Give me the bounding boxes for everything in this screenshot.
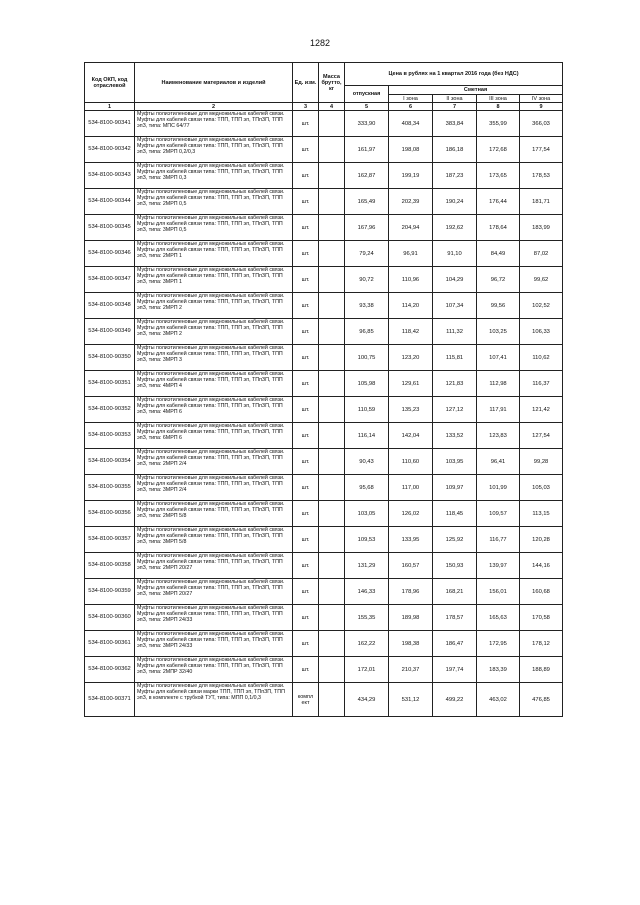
- table-row: [85, 501, 563, 527]
- row-release-price: 131,29: [345, 553, 389, 579]
- row-price-zone-2: 197,74: [433, 657, 477, 683]
- row-price-zone-4: 99,62: [520, 267, 563, 293]
- row-mass: [319, 553, 345, 579]
- row-release-price: 90,43: [345, 449, 389, 475]
- row-price-zone-2: 111,32: [433, 319, 477, 345]
- row-unit: шт.: [293, 657, 319, 683]
- table-row: [85, 345, 563, 371]
- row-unit: шт.: [293, 111, 319, 137]
- row-unit: шт.: [293, 527, 319, 553]
- table-row: [85, 163, 563, 189]
- row-unit: шт.: [293, 397, 319, 423]
- column-number-row: [85, 103, 563, 111]
- row-price-zone-4: 102,52: [520, 293, 563, 319]
- header-zone-3: III зона: [477, 95, 520, 103]
- row-mass: [319, 111, 345, 137]
- row-price-zone-4: 178,53: [520, 163, 563, 189]
- row-price-zone-2: 125,92: [433, 527, 477, 553]
- row-price-zone-1: 408,34: [389, 111, 433, 137]
- table-row: [85, 449, 563, 475]
- row-name: Муфты полиэтиленовые для медножильных кабелей связи. Муфты для кабелей связи типа: ТПП, ТПП эп, ТПпЗП, ТПП эпЗ, типа: 4МРП 6: [135, 397, 293, 423]
- row-code: 534-8100-90356: [85, 501, 135, 527]
- row-code: 534-8100-90341: [85, 111, 135, 137]
- row-code: 534-8100-90353: [85, 423, 135, 449]
- table-row: [85, 605, 563, 631]
- row-price-zone-4: 110,62: [520, 345, 563, 371]
- row-price-zone-3: 172,68: [477, 137, 520, 163]
- row-code: 534-8100-90354: [85, 449, 135, 475]
- table-row: [85, 241, 563, 267]
- row-mass: [319, 163, 345, 189]
- row-price-zone-3: 84,49: [477, 241, 520, 267]
- row-price-zone-2: 168,21: [433, 579, 477, 605]
- row-mass: [319, 449, 345, 475]
- row-mass: [319, 371, 345, 397]
- row-price-zone-2: 91,10: [433, 241, 477, 267]
- row-price-zone-4: 121,42: [520, 397, 563, 423]
- row-price-zone-2: 383,84: [433, 111, 477, 137]
- row-price-zone-4: 99,28: [520, 449, 563, 475]
- column-number: 1: [85, 103, 135, 111]
- row-price-zone-3: 117,91: [477, 397, 520, 423]
- table-row: [85, 631, 563, 657]
- row-price-zone-4: 120,28: [520, 527, 563, 553]
- row-code: 534-8100-90359: [85, 579, 135, 605]
- row-price-zone-1: 118,42: [389, 319, 433, 345]
- row-unit: шт.: [293, 605, 319, 631]
- row-mass: [319, 683, 345, 717]
- row-release-price: 116,14: [345, 423, 389, 449]
- row-mass: [319, 527, 345, 553]
- row-price-zone-2: 499,22: [433, 683, 477, 717]
- row-price-zone-1: 110,96: [389, 267, 433, 293]
- row-unit: шт.: [293, 475, 319, 501]
- row-price-zone-4: 116,37: [520, 371, 563, 397]
- row-name: Муфты полиэтиленовые для медножильных кабелей связи. Муфты для кабелей связи типа: ТПП, ТПП эп, ТПпЗП, ТПП эпЗ, типа: 2МРП 2/4: [135, 449, 293, 475]
- row-price-zone-4: 160,68: [520, 579, 563, 605]
- row-price-zone-3: 112,98: [477, 371, 520, 397]
- row-price-zone-1: 210,37: [389, 657, 433, 683]
- row-name: Муфты полиэтиленовые для медножильных кабелей связи. Муфты для кабелей связи типа: ТПП, ТПП эп, ТПпЗП, ТПП эпЗ, типа: 3МРП 24/33: [135, 631, 293, 657]
- row-price-zone-1: 178,96: [389, 579, 433, 605]
- row-mass: [319, 605, 345, 631]
- row-unit: шт.: [293, 241, 319, 267]
- row-price-zone-4: 106,33: [520, 319, 563, 345]
- row-unit: шт.: [293, 631, 319, 657]
- row-unit: шт.: [293, 501, 319, 527]
- table-row: [85, 267, 563, 293]
- row-code: 534-8100-90362: [85, 657, 135, 683]
- row-unit: шт.: [293, 163, 319, 189]
- row-release-price: 155,35: [345, 605, 389, 631]
- row-unit: шт.: [293, 293, 319, 319]
- row-release-price: 167,96: [345, 215, 389, 241]
- row-name: Муфты полиэтиленовые для медножильных кабелей связи. Муфты для кабелей связи типа: ТПП, ТПП эп, ТПпЗП, ТПП эпЗ, типа: 2МРП 2: [135, 293, 293, 319]
- row-mass: [319, 241, 345, 267]
- row-price-zone-1: 142,04: [389, 423, 433, 449]
- row-price-zone-1: 199,19: [389, 163, 433, 189]
- table-row: [85, 111, 563, 137]
- row-unit: шт.: [293, 423, 319, 449]
- row-price-zone-4: 113,15: [520, 501, 563, 527]
- header-estimate-group: Сметная: [389, 86, 563, 95]
- row-name: Муфты полиэтиленовые для медножильных кабелей связи. Муфты для кабелей связи типа: ТПП, ТПП эп, ТПпЗП, ТПП эпЗ, типа: 2МРП 0,2/0,3: [135, 137, 293, 163]
- column-number: 8: [477, 103, 520, 111]
- row-price-zone-1: 198,38: [389, 631, 433, 657]
- row-code: 534-8100-90358: [85, 553, 135, 579]
- row-name: Муфты полиэтиленовые для медножильных кабелей связи. Муфты для кабелей связи типа: ТПП, ТПП эп, ТПпЗП, ТПП эпЗ, типа: 2МРП 0,5: [135, 189, 293, 215]
- row-code: 534-8100-90342: [85, 137, 135, 163]
- row-price-zone-2: 115,81: [433, 345, 477, 371]
- table-row: [85, 527, 563, 553]
- row-unit: компл ект: [293, 683, 319, 717]
- row-price-zone-3: 178,64: [477, 215, 520, 241]
- row-code: 534-8100-90361: [85, 631, 135, 657]
- row-unit: шт.: [293, 189, 319, 215]
- table-row: [85, 137, 563, 163]
- row-unit: шт.: [293, 215, 319, 241]
- table-row: [85, 657, 563, 683]
- row-price-zone-3: 107,41: [477, 345, 520, 371]
- row-code: 534-8100-90352: [85, 397, 135, 423]
- row-name: Муфты полиэтиленовые для медножильных кабелей связи. Муфты для кабелей связи типа: ТПП, ТПП эп, ТПпЗП, ТПП эпЗ, типа: МПС 64/77: [135, 111, 293, 137]
- row-code: 534-8100-90348: [85, 293, 135, 319]
- table-row: [85, 397, 563, 423]
- row-release-price: 110,59: [345, 397, 389, 423]
- row-release-price: 105,98: [345, 371, 389, 397]
- table-header: [85, 63, 563, 111]
- row-name: Муфты полиэтиленовые для медножильных кабелей связи. Муфты для кабелей связи типа: ТПП, ТПП эп, ТПпЗП, ТПП эпЗ, типа: 2МРП 1: [135, 241, 293, 267]
- column-number: 6: [389, 103, 433, 111]
- row-price-zone-3: 101,99: [477, 475, 520, 501]
- row-price-zone-1: 531,12: [389, 683, 433, 717]
- row-name: Муфты полиэтиленовые для медножильных кабелей связи. Муфты для кабелей связи типа: ТПП, ТПП эп, ТПпЗП, ТПП эпЗ, типа: 3МРП 3: [135, 345, 293, 371]
- row-mass: [319, 579, 345, 605]
- row-price-zone-3: 99,56: [477, 293, 520, 319]
- row-mass: [319, 137, 345, 163]
- row-release-price: 79,24: [345, 241, 389, 267]
- row-name: Муфты полиэтиленовые для медножильных кабелей связи. Муфты для кабелей связи типа: ТПП, ТПП эп, ТПпЗП, ТПП эпЗ, типа: 3МРП 2/4: [135, 475, 293, 501]
- row-price-zone-4: 170,58: [520, 605, 563, 631]
- row-release-price: 90,72: [345, 267, 389, 293]
- row-price-zone-4: 144,16: [520, 553, 563, 579]
- row-name: Муфты полиэтиленовые для медножильных кабелей связи. Муфты для кабелей связи типа: ТПП, ТПП эп, ТПпЗП, ТПП эпЗ, типа: 2МРП 24/33: [135, 605, 293, 631]
- row-price-zone-1: 202,39: [389, 189, 433, 215]
- row-mass: [319, 631, 345, 657]
- row-mass: [319, 293, 345, 319]
- column-number: 9: [520, 103, 563, 111]
- row-price-zone-3: 176,44: [477, 189, 520, 215]
- row-release-price: 100,75: [345, 345, 389, 371]
- row-code: 534-8100-90357: [85, 527, 135, 553]
- row-price-zone-3: 355,99: [477, 111, 520, 137]
- row-code: 534-8100-90346: [85, 241, 135, 267]
- row-release-price: 146,33: [345, 579, 389, 605]
- header-name: Наименование материалов и изделий: [135, 63, 293, 103]
- table-row: [85, 215, 563, 241]
- row-price-zone-3: 156,01: [477, 579, 520, 605]
- row-price-zone-1: 129,61: [389, 371, 433, 397]
- row-price-zone-4: 476,85: [520, 683, 563, 717]
- row-name: Муфты полиэтиленовые для медножильных кабелей связи. Муфты для кабелей связи типа: ТПП, ТПП эп, ТПпЗП, ТПП эпЗ, типа: 2МРП 5/8: [135, 501, 293, 527]
- row-unit: шт.: [293, 345, 319, 371]
- row-price-zone-1: 110,60: [389, 449, 433, 475]
- column-number: 3: [293, 103, 319, 111]
- row-release-price: 434,29: [345, 683, 389, 717]
- column-number: 7: [433, 103, 477, 111]
- row-price-zone-3: 463,02: [477, 683, 520, 717]
- row-release-price: 165,49: [345, 189, 389, 215]
- header-price-group: Цена в рублях на 1 квартал 2016 года (без НДС): [345, 63, 563, 86]
- row-price-zone-4: 188,89: [520, 657, 563, 683]
- row-mass: [319, 267, 345, 293]
- row-price-zone-2: 127,12: [433, 397, 477, 423]
- table-body: [85, 111, 563, 717]
- row-unit: шт.: [293, 449, 319, 475]
- row-release-price: 93,38: [345, 293, 389, 319]
- row-unit: шт.: [293, 553, 319, 579]
- row-price-zone-3: 109,57: [477, 501, 520, 527]
- row-mass: [319, 397, 345, 423]
- row-price-zone-2: 133,52: [433, 423, 477, 449]
- row-name: Муфты полиэтиленовые для медножильных кабелей связи. Муфты для кабелей связи типа: ТПП, ТПП эп, ТПпЗП, ТПП эпЗ, типа: 3МРП 0,3: [135, 163, 293, 189]
- row-name: Муфты полиэтиленовые для медножильных кабелей связи. Муфты для кабелей связи типа: ТПП, ТПП эп, ТПпЗП, ТПП эпЗ, типа: 3МРП 20/27: [135, 579, 293, 605]
- row-name: Муфты полиэтиленовые для медножильных кабелей связи. Муфты для кабелей связи типа: ТПП, ТПП эп, ТПпЗП, ТПП эпЗ, типа: 6МРП 6: [135, 423, 293, 449]
- row-code: 534-8100-90371: [85, 683, 135, 717]
- header-unit: Ед. изм.: [293, 63, 319, 103]
- row-price-zone-2: 107,34: [433, 293, 477, 319]
- row-price-zone-1: 133,95: [389, 527, 433, 553]
- row-mass: [319, 189, 345, 215]
- row-price-zone-3: 165,63: [477, 605, 520, 631]
- row-price-zone-1: 114,20: [389, 293, 433, 319]
- row-code: 534-8100-90343: [85, 163, 135, 189]
- row-price-zone-4: 178,12: [520, 631, 563, 657]
- row-price-zone-3: 96,41: [477, 449, 520, 475]
- row-release-price: 162,87: [345, 163, 389, 189]
- row-price-zone-4: 105,03: [520, 475, 563, 501]
- column-number: 4: [319, 103, 345, 111]
- header-release-price: отпускная: [345, 86, 389, 103]
- row-price-zone-2: 178,57: [433, 605, 477, 631]
- row-price-zone-2: 118,45: [433, 501, 477, 527]
- row-name: Муфты полиэтиленовые для медножильных кабелей связи. Муфты для кабелей связи типа: ТПП, ТПП эп, ТПпЗП, ТПП эпЗ, типа: 3МРП 5/8: [135, 527, 293, 553]
- row-price-zone-2: 192,62: [433, 215, 477, 241]
- row-code: 534-8100-90344: [85, 189, 135, 215]
- table-row: [85, 579, 563, 605]
- row-price-zone-1: 160,57: [389, 553, 433, 579]
- table-row: [85, 683, 563, 717]
- row-code: 534-8100-90351: [85, 371, 135, 397]
- row-mass: [319, 423, 345, 449]
- header-code: Код ОКП, код отраслевой: [85, 63, 135, 103]
- row-price-zone-1: 126,02: [389, 501, 433, 527]
- row-price-zone-1: 189,98: [389, 605, 433, 631]
- row-code: 534-8100-90350: [85, 345, 135, 371]
- row-price-zone-1: 135,23: [389, 397, 433, 423]
- row-price-zone-3: 116,77: [477, 527, 520, 553]
- row-name: Муфты полиэтиленовые для медножильных кабелей связи. Муфты для кабелей связи типа: ТПП, ТПП эп, ТПпЗП, ТПП эпЗ, типа: 3МРП 2: [135, 319, 293, 345]
- row-price-zone-3: 139,97: [477, 553, 520, 579]
- table-row: [85, 293, 563, 319]
- row-price-zone-2: 150,93: [433, 553, 477, 579]
- row-code: 534-8100-90349: [85, 319, 135, 345]
- row-price-zone-2: 103,95: [433, 449, 477, 475]
- row-unit: шт.: [293, 267, 319, 293]
- row-release-price: 161,97: [345, 137, 389, 163]
- row-price-zone-4: 183,99: [520, 215, 563, 241]
- row-release-price: 162,22: [345, 631, 389, 657]
- row-release-price: 103,05: [345, 501, 389, 527]
- page-number: 1282: [309, 38, 331, 48]
- row-mass: [319, 345, 345, 371]
- table-row: [85, 553, 563, 579]
- row-mass: [319, 657, 345, 683]
- header-zone-2: II зона: [433, 95, 477, 103]
- row-mass: [319, 319, 345, 345]
- table-row: [85, 371, 563, 397]
- row-unit: шт.: [293, 137, 319, 163]
- row-unit: шт.: [293, 371, 319, 397]
- row-price-zone-2: 104,29: [433, 267, 477, 293]
- row-mass: [319, 501, 345, 527]
- row-price-zone-3: 103,25: [477, 319, 520, 345]
- price-table: [84, 62, 563, 717]
- row-price-zone-4: 177,54: [520, 137, 563, 163]
- column-number: 5: [345, 103, 389, 111]
- row-price-zone-4: 87,02: [520, 241, 563, 267]
- row-price-zone-4: 181,71: [520, 189, 563, 215]
- row-price-zone-2: 121,83: [433, 371, 477, 397]
- row-name: Муфты полиэтиленовые для медножильных кабелей связи. Муфты для кабелей связи марки ТПП, ТПП эп, ТПпЗП, ТПП эпЗ, в комплекте с трубкой ТУТ, типа: МПП 0,1/0,3: [135, 683, 293, 717]
- table-row: [85, 319, 563, 345]
- row-price-zone-3: 123,83: [477, 423, 520, 449]
- table-row: [85, 423, 563, 449]
- row-unit: шт.: [293, 579, 319, 605]
- row-release-price: 95,68: [345, 475, 389, 501]
- row-price-zone-2: 186,47: [433, 631, 477, 657]
- header-zone-4: IV зона: [520, 95, 563, 103]
- row-name: Муфты полиэтиленовые для медножильных кабелей связи. Муфты для кабелей связи типа: ТПП, ТПП эп, ТПпЗП, ТПП эпЗ, типа: 3МРП 0,5: [135, 215, 293, 241]
- row-name: Муфты полиэтиленовые для медножильных кабелей связи. Муфты для кабелей связи типа: ТПП, ТПП эп, ТПпЗП, ТПП эпЗ, типа: 4МРП 4: [135, 371, 293, 397]
- table-row: [85, 189, 563, 215]
- row-unit: шт.: [293, 319, 319, 345]
- row-code: 534-8100-90355: [85, 475, 135, 501]
- row-mass: [319, 215, 345, 241]
- row-price-zone-2: 186,18: [433, 137, 477, 163]
- row-code: 534-8100-90360: [85, 605, 135, 631]
- row-name: Муфты полиэтиленовые для медножильных кабелей связи. Муфты для кабелей связи типа: ТПП, ТПП эп, ТПпЗП, ТПП эпЗ, типа: 2МПР 32/40: [135, 657, 293, 683]
- row-price-zone-4: 366,03: [520, 111, 563, 137]
- row-release-price: 172,01: [345, 657, 389, 683]
- row-price-zone-1: 96,91: [389, 241, 433, 267]
- row-release-price: 96,85: [345, 319, 389, 345]
- row-price-zone-1: 198,08: [389, 137, 433, 163]
- row-release-price: 109,53: [345, 527, 389, 553]
- column-number: 2: [135, 103, 293, 111]
- header-mass: Масса брутто, кг: [319, 63, 345, 103]
- row-code: 534-8100-90345: [85, 215, 135, 241]
- row-price-zone-2: 187,23: [433, 163, 477, 189]
- row-price-zone-2: 190,24: [433, 189, 477, 215]
- header-zone-1: I зона: [389, 95, 433, 103]
- row-name: Муфты полиэтиленовые для медножильных кабелей связи. Муфты для кабелей связи типа: ТПП, ТПП эп, ТПпЗП, ТПП эпЗ, типа: 2МРП 20/27: [135, 553, 293, 579]
- row-price-zone-1: 117,00: [389, 475, 433, 501]
- row-price-zone-1: 123,20: [389, 345, 433, 371]
- row-release-price: 333,90: [345, 111, 389, 137]
- row-price-zone-4: 127,54: [520, 423, 563, 449]
- row-name: Муфты полиэтиленовые для медножильных кабелей связи. Муфты для кабелей связи типа: ТПП, ТПП эп, ТПпЗП, ТПП эпЗ, типа: 3МРП 1: [135, 267, 293, 293]
- row-price-zone-3: 172,95: [477, 631, 520, 657]
- row-price-zone-2: 109,97: [433, 475, 477, 501]
- row-price-zone-3: 96,72: [477, 267, 520, 293]
- row-price-zone-1: 204,94: [389, 215, 433, 241]
- row-price-zone-3: 183,39: [477, 657, 520, 683]
- row-price-zone-3: 173,65: [477, 163, 520, 189]
- row-mass: [319, 475, 345, 501]
- table-row: [85, 475, 563, 501]
- row-code: 534-8100-90347: [85, 267, 135, 293]
